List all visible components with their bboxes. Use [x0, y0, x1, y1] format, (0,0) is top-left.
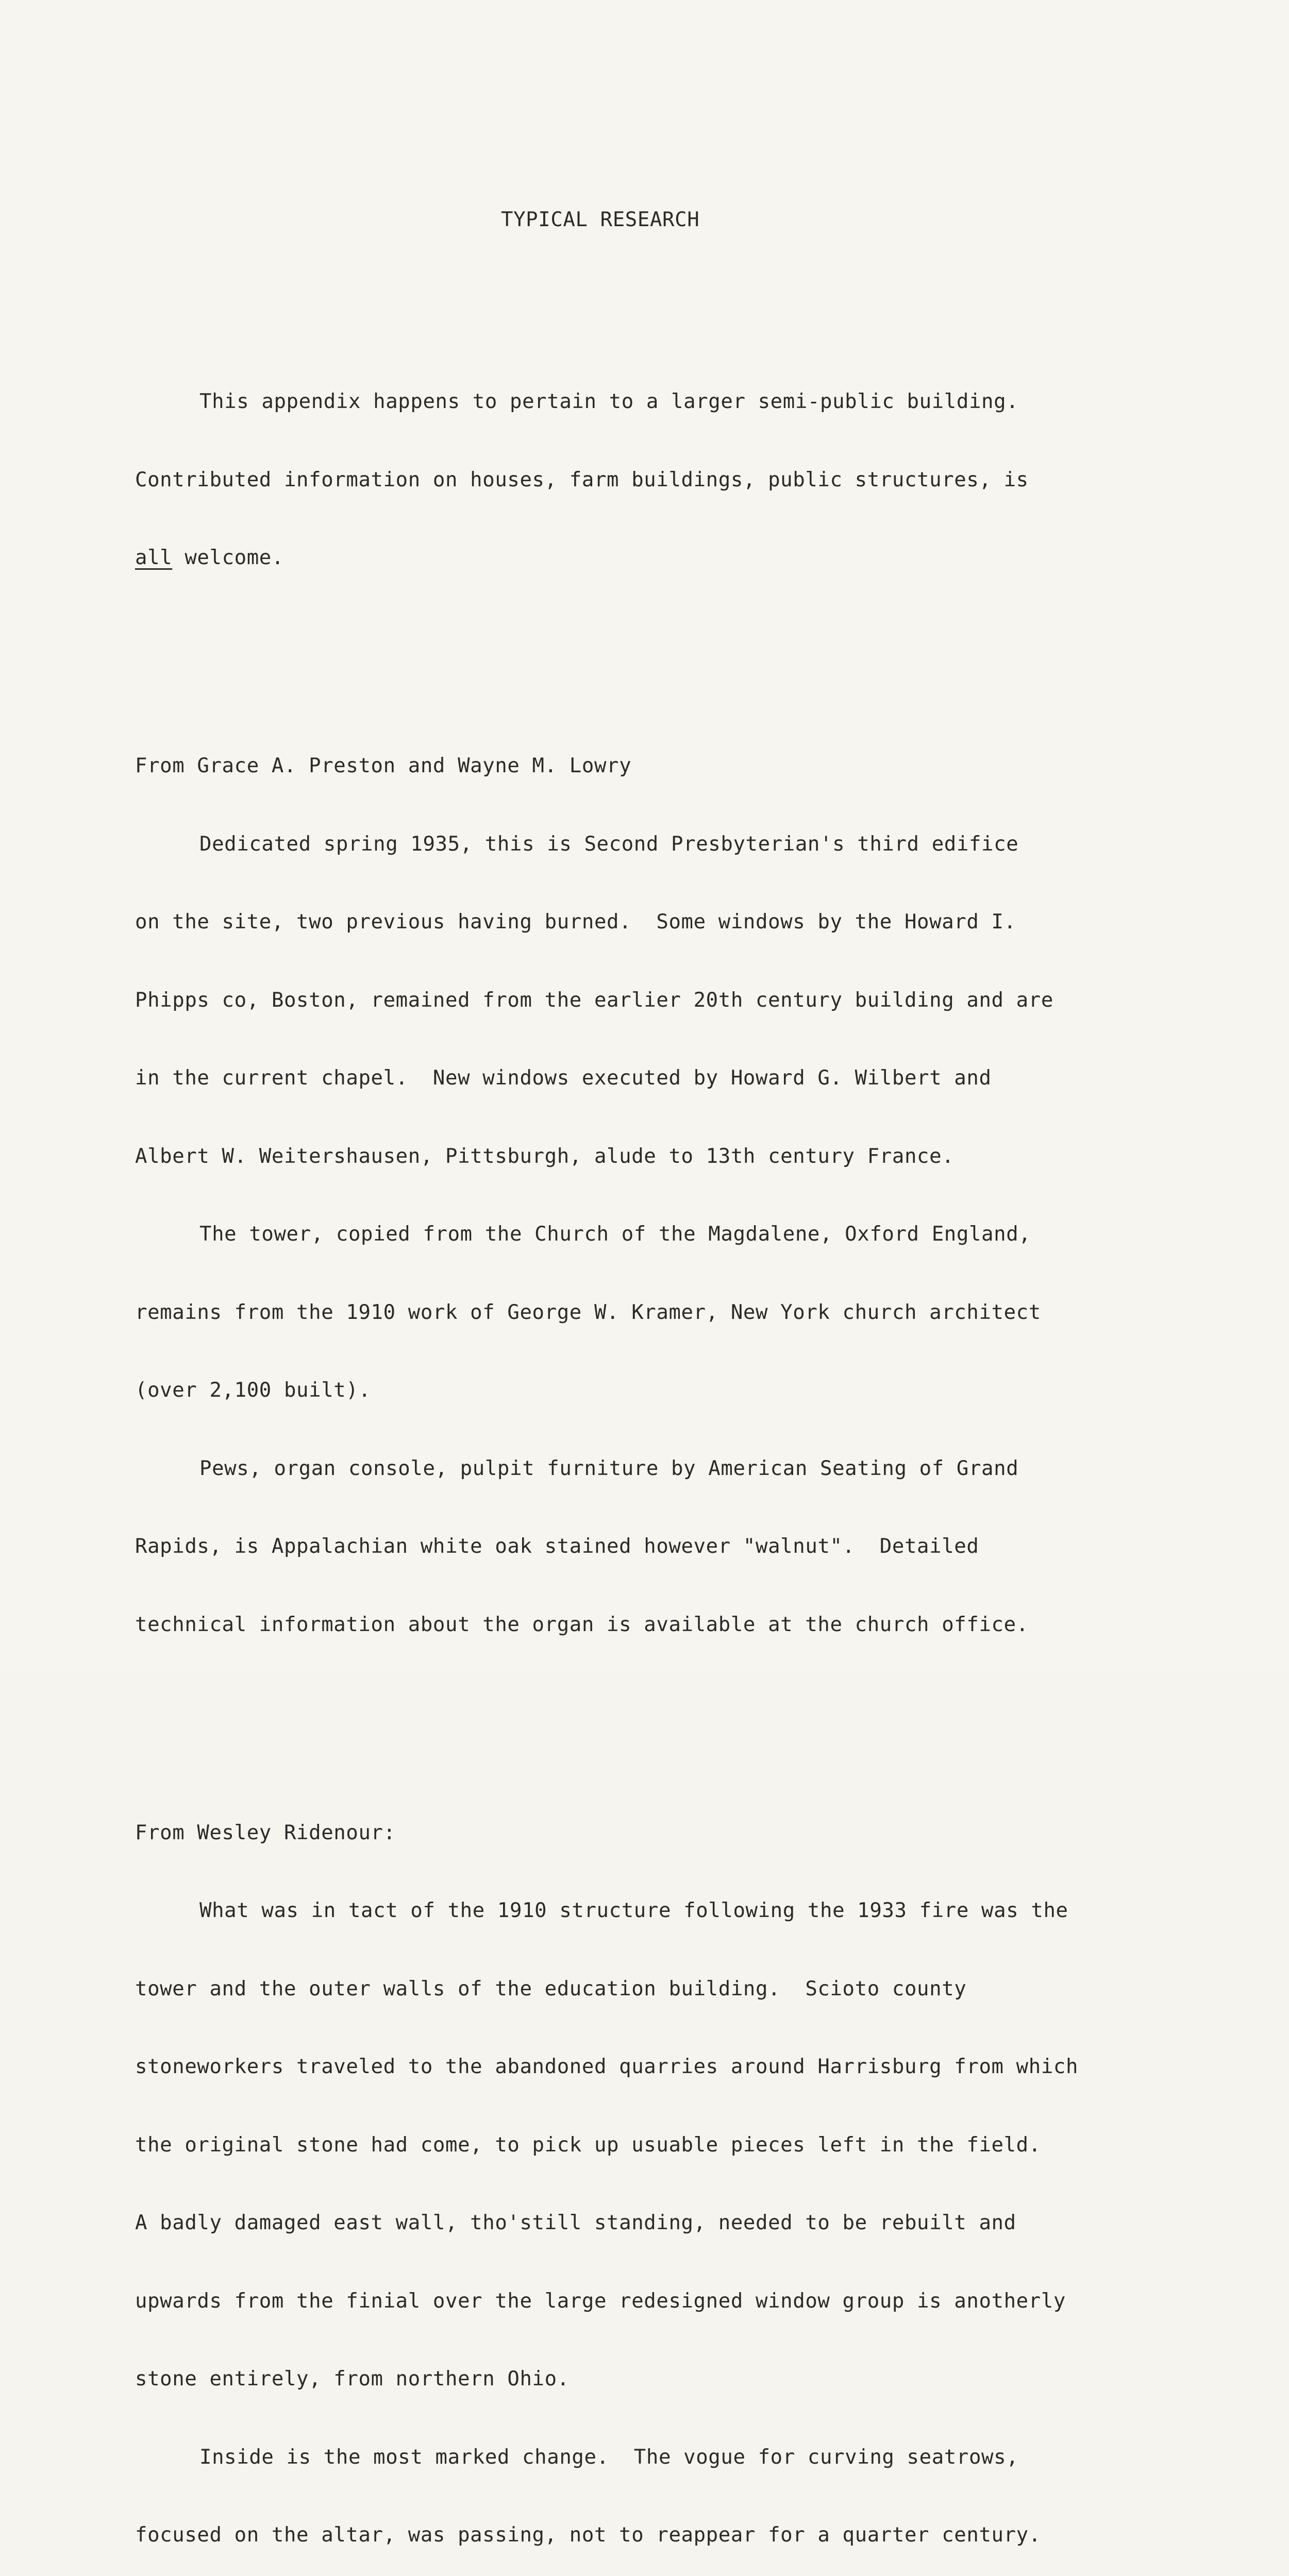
- section-heading: From Wesley Ridenour:: [135, 1821, 396, 1844]
- paragraph-line: Rapids, is Appalachian white oak stained however "walnut". Detailed: [135, 1535, 979, 1558]
- intro-line: Contributed information on houses, farm buildings, public structures, is: [135, 468, 1029, 492]
- paragraph-line: stone entirely, from northern Ohio.: [135, 2367, 570, 2391]
- typed-text-body: [135, 129, 1166, 2576]
- paragraph-line: on the site, two previous having burned. Some windows by the Howard I.: [135, 910, 1016, 934]
- intro-line: [135, 545, 1166, 571]
- paragraph-line: Phipps co, Boston, remained from the earlier 20th century building and are: [135, 988, 1053, 1012]
- paragraph-line: tower and the outer walls of the education building. Scioto county: [135, 1977, 967, 2001]
- paragraph-line: remains from the 1910 work of George W. Kramer, New York church architect: [135, 1300, 1041, 1324]
- paragraph-line: The tower, copied from the Church of the Magdalene, Oxford England,: [199, 1223, 1031, 1246]
- intro-line-rest: welcome.: [172, 546, 284, 569]
- paragraph-line: the original stone had come, to pick up usuable pieces left in the field.: [135, 2133, 1041, 2157]
- paragraph-line: focused on the altar, was passing, not to reappear for a quarter century.: [135, 2523, 1041, 2547]
- spacer: [135, 285, 1166, 311]
- paragraph-line: in the current chapel. New windows executed by Howard G. Wilbert and: [135, 1066, 992, 1090]
- paragraph-line: Albert W. Weitershausen, Pittsburgh, alude to 13th century France.: [135, 1144, 955, 1168]
- paragraph-line: stoneworkers traveled to the abandoned quarries around Harrisburg from which: [135, 2055, 1079, 2078]
- paragraph-line: technical information about the organ is available at the church office.: [135, 1613, 1029, 1636]
- paragraph-line: What was in tact of the 1910 structure following the 1933 fire was the: [199, 1899, 1068, 1922]
- section-heading: From Grace A. Preston and Wayne M. Lowry: [135, 754, 632, 777]
- underlined-word: all: [135, 546, 173, 569]
- document-title: TYPICAL RESEARCH: [501, 208, 700, 231]
- spacer: [135, 649, 1166, 675]
- paragraph-line: A badly damaged east wall, tho'still standing, needed to be rebuilt and: [135, 2211, 1016, 2234]
- paragraph-line: (over 2,100 built).: [135, 1379, 371, 1402]
- spacer: [135, 1716, 1166, 1742]
- paragraph-line: Dedicated spring 1935, this is Second Presbyterian's third edifice: [199, 832, 1019, 856]
- intro-line: This appendix happens to pertain to a larger semi-public building.: [199, 390, 1019, 413]
- paragraph-line: Inside is the most marked change. The vogue for curving seatrows,: [199, 2445, 1019, 2469]
- paragraph-line: Pews, organ console, pulpit furniture by American Seating of Grand: [199, 1456, 1019, 1480]
- paragraph-line: upwards from the finial over the large redesigned window group is anotherly: [135, 2289, 1066, 2313]
